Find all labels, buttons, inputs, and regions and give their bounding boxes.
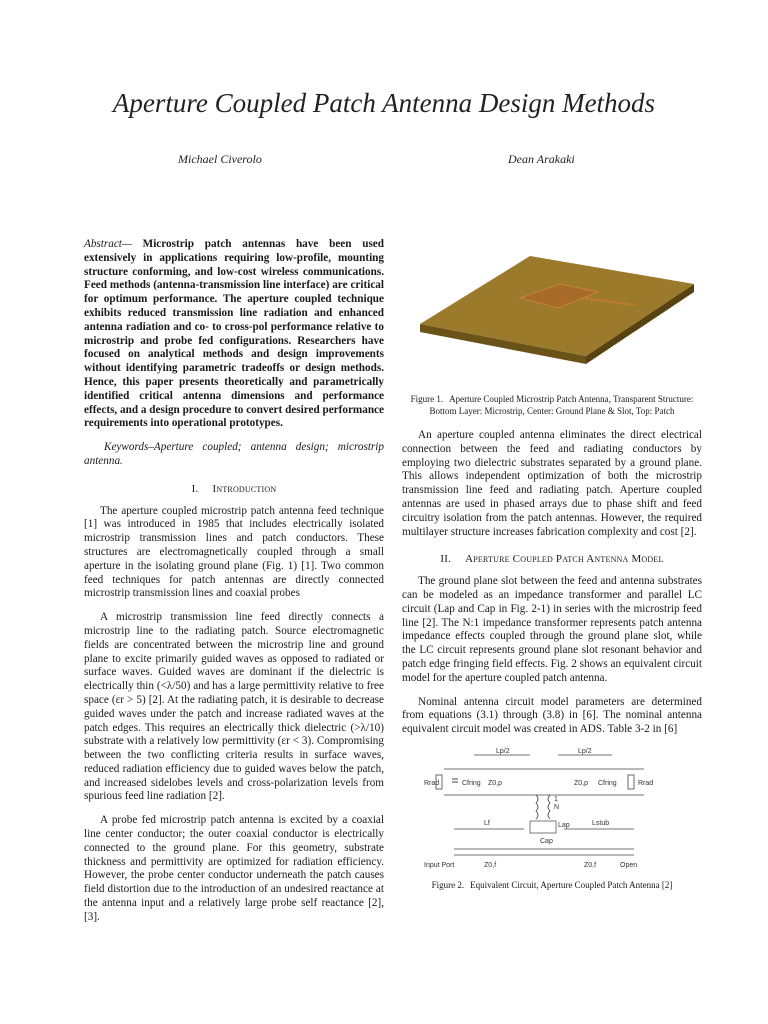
figure-1-image bbox=[402, 238, 702, 388]
cfring-left-label: Cfring bbox=[462, 779, 481, 787]
z0p-right-label: Z0,p bbox=[574, 779, 589, 787]
intro-paragraph-1: The aperture coupled microstrip patch antenna feed technique [1] was introduced in 1985 that includes electrically isolated microstrip transmission lines and patch conductors. These structures are electromagnetically coupled through a small aperture in the isolating ground plane (Fig. 1) [1]. Two common feed techniques for patch antennas are directly connected microstrip transmission lines and coaxial probes bbox=[84, 504, 384, 600]
abstract-text: Microstrip patch antennas have been used extensively in applications requiring low-profile, mounting structure conforming, and low-cost wireless communications. Feed methods (antenna-transmission line interface) are critical for optimum performance. The aperture coupled technique exhibits reduced transmission line radiation and enhanced antenna radiation and co- to cross-pol performance relative to microstrip and probe fed configurations. Researchers have focused on analytical methods and design improvements without identifying parametric tradeoffs or design methods. Hence, this paper presents theoretically and parametrically identified critical antenna dimensions and performance effects, and a design procedure to convert desired performance requirements into operational prototypes. bbox=[84, 238, 384, 430]
figure-2-label: Figure 2. bbox=[431, 879, 465, 890]
z0f-left-label: Z0,f bbox=[484, 861, 497, 869]
intro-paragraph-3: A probe fed microstrip patch antenna is excited by a coaxial line center conductor; the outer coaxial conductor is electrically connected to the ground plane. For this geometry, substrate thickness and permittivity are optimized for radiation efficiency. However, the probe center conductor underneath the patch causes field distortion due to the introduction of an undesired reactance at the antenna input and a relatively large probe self reactance [2], [3]. bbox=[84, 814, 384, 923]
author-1: Michael Civerolo bbox=[178, 152, 262, 166]
lp2-right-label: Lp/2 bbox=[578, 747, 592, 755]
transformer-ratio-n: N bbox=[554, 803, 560, 811]
abstract bbox=[84, 238, 384, 431]
cap-label: Cap bbox=[540, 837, 553, 845]
intro-paragraph-2: A microstrip transmission line feed directly connects a microstrip line to the radiating patch. Source electromagnetic fields are concentrated between the microstrip line and ground plane to excite primarily guided waves as opposed to radiated or surface waves. Guided waves are dominant if the dielectric is electrically thin (<λ/50) and has a large permittivity relative to free space (εr > 5) [2]. At the radiating patch, it is desirable to decrease guided waves under the patch and increase radiated waves at the patch edges. This requires an electrically thick dielectric (>λ/10) substrate with a relatively low permittivity (εr < 3). Compromising between the two conflicting criteria results in surface waves, reduced radiation efficiency due to guided waves below the patch, and increased sidelobes levels and cross-polarization levels from spurious feed line radiation [2]. bbox=[84, 611, 384, 803]
figure-1-caption-text: Aperture Coupled Microstrip Patch Antenna, Transparent Structure: Bottom Layer: Microstrip, Center: Ground Plane & Slot, Top: Patch bbox=[429, 394, 694, 416]
section-2-title: Aperture Coupled Patch Antenna Model bbox=[465, 553, 664, 566]
paper-title: Aperture Coupled Patch Antenna Design Methods bbox=[112, 88, 656, 118]
model-paragraph-1: The ground plane slot between the feed and antenna substrates can be modeled as an impedance transformer and parallel LC circuit (Lap and Cap in Fig. 2-1) in series with the microstrip feed line [2]. The N:1 impedance transformer represents patch antenna impedance effects coupled through the ground plane slot, while the LC circuit represents ground plane slot resonant behavior and patch edge fringing field effects. Fig. 2 shows an equivalent circuit model for the aperture coupled patch antenna. bbox=[402, 575, 702, 684]
z0p-left-label: Z0,p bbox=[488, 779, 503, 787]
figure-2-caption bbox=[402, 880, 702, 892]
cfring-right-label: Cfring bbox=[598, 779, 617, 787]
lp2-left-label: Lp/2 bbox=[496, 747, 510, 755]
z0f-right-label: Z0,f bbox=[584, 861, 597, 869]
rrad-right-label: Rrad bbox=[638, 779, 654, 787]
section-1-title: Introduction bbox=[212, 482, 277, 495]
model-paragraph-2: Nominal antenna circuit model parameters are determined from equations (3.1) through (3.8) in [6]. The nominal antenna equivalent circuit model was created in ADS. Table 3-2 in [6] bbox=[402, 695, 702, 736]
right-intro-paragraph: An aperture coupled antenna eliminates the direct electrical connection between the feed and radiating conductors by employing two dielectric substrates separated by a ground plane. This allows independent optimization of both the microstrip transmission line feed and radiating patch. Aperture coupled antennas are used in phased arrays due to phase shift and feed circuitry isolation from the patch antennas. However, the required multilayer structure increases fabrication complexity and cost [2]. bbox=[402, 429, 702, 538]
left-column bbox=[84, 238, 384, 935]
keywords: Keywords–Aperture coupled; antenna design; microstrip antenna. bbox=[84, 441, 384, 467]
lf-label: Lf bbox=[484, 819, 490, 827]
input-port-label: Input Port bbox=[424, 861, 455, 869]
figure-1-caption bbox=[402, 394, 702, 417]
figure-2-image bbox=[402, 741, 702, 880]
right-column bbox=[402, 238, 702, 903]
author-2: Dean Arakaki bbox=[508, 152, 575, 166]
rrad-left-label: Rrad bbox=[424, 779, 440, 787]
figure-2-caption-text: Equivalent Circuit, Aperture Coupled Patch Antenna [2] bbox=[470, 879, 673, 890]
transformer-ratio-1: 1 bbox=[554, 795, 558, 803]
lap-label: Lap bbox=[558, 821, 570, 829]
section-1-number: I. bbox=[191, 482, 199, 495]
abstract-lead: Abstract— bbox=[84, 238, 132, 250]
open-label: Open bbox=[620, 861, 638, 869]
section-2-number: II. bbox=[440, 553, 452, 566]
section-1-heading bbox=[84, 483, 384, 497]
section-2-heading bbox=[402, 553, 702, 567]
figure-1-label: Figure 1. bbox=[410, 394, 444, 404]
lstub-label: Lstub bbox=[592, 819, 610, 827]
